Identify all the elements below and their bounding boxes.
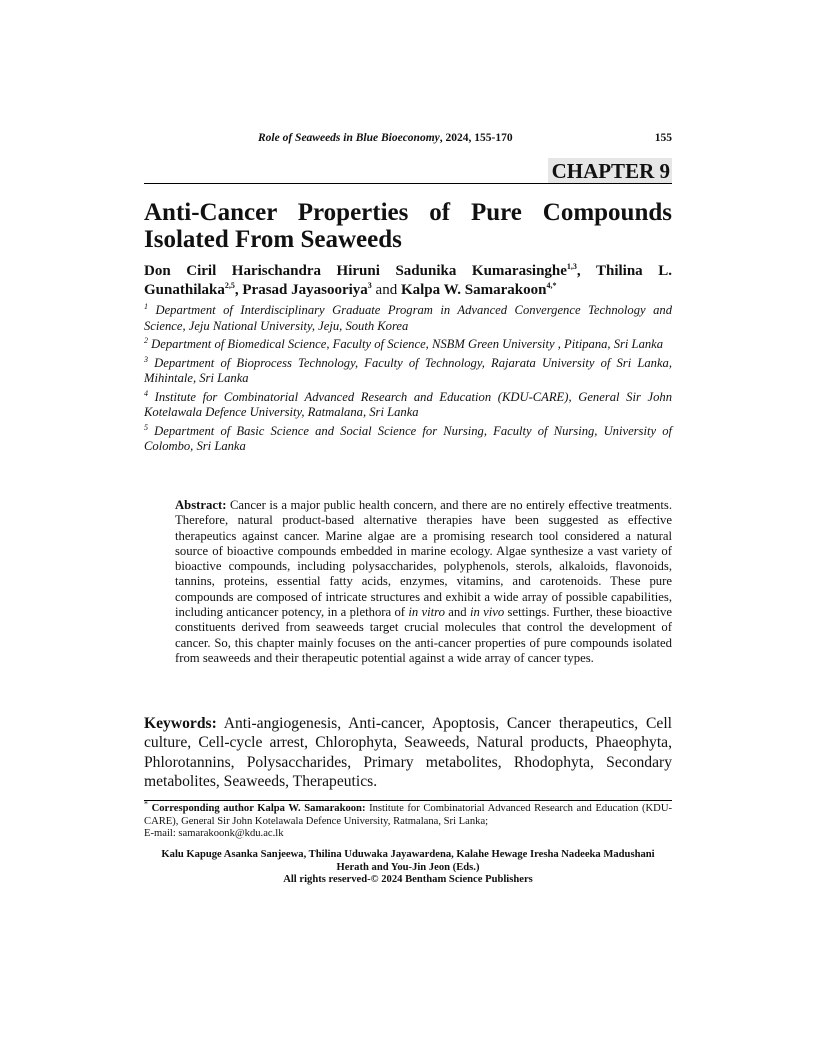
affiliation: $^2$ Department of Biomedical Science, Faculty of Science, NSBM Green University , Pitipana, Sri Lanka: [144, 335, 664, 351]
abstract-label: Abstract:: [175, 498, 227, 512]
affiliation: $^5$ Department of Basic Science and Social Science for Nursing, Faculty of Nursing, University of Colombo, Sri Lanka: [144, 422, 672, 453]
header-citation: [258, 132, 513, 144]
affiliations: [144, 303, 672, 458]
authors-line-2: Gunathilaka$^{2,5}$, Prasad Jayasooriya$^3$ and Kalpa W. Samarakoon$^{4,*}$: [144, 281, 557, 298]
keywords: Keywords: Anti-angiogenesis, Anti-cancer, Apoptosis, Cancer therapeutics, Cell culture, Cell-cycle arrest, Chlorophyta, Seaweeds, Natural products, Phaeophyta, Phlorotannins, Polysaccharides, Primary metabolites, Rhodophyta, Secondary metabolites, Seaweeds, Therapeutics.: [144, 715, 672, 791]
chapter-label: CHAPTER 9: [548, 158, 672, 183]
affiliation: $^3$ Department of Bioprocess Technology, Faculty of Technology, Rajarata University of Sri Lanka, Mihintale, Sri Lanka: [144, 354, 672, 385]
email: E-mail: samarakoonk@kdu.ac.lk: [144, 828, 284, 839]
footnote-rule: [144, 800, 672, 801]
keywords-label: Keywords:: [144, 715, 217, 732]
book-title: Role of Seaweeds in Blue Bioeconomy: [258, 132, 440, 144]
footnote: * Corresponding author Kalpa W. Samarakoon: Institute for Combinatorial Advanced Research and Education (KDU-CARE), General Sir John Kotelawala Defence University, Ratmalana, Sri Lanka; E-mail: samarakoonk@kdu.ac.lk: [144, 799, 672, 839]
chapter-title: [144, 199, 672, 253]
header-rule: [144, 183, 672, 184]
author-list: [144, 262, 672, 300]
year-pages: , 2024, 155-170: [439, 132, 513, 144]
affiliation: $^1$ Department of Interdisciplinary Graduate Program in Advanced Convergence Technology and Science, Jeju National University, Jeju, South Korea: [144, 301, 672, 333]
copyright: All rights reserved-© 2024 Bentham Science Publishers: [283, 874, 533, 885]
abstract: Abstract: Cancer is a major public health concern, and there are no entirely effective treatments. Therefore, natural product-based alternative therapies have been suggested as effective therapeutics against cancer. Marine algae are a promising research tool considered a natural source of bioactive compounds embedded in marine ecology. Algae synthesize a vast variety of bioactive compounds, including polysaccharides, polyphenols, sterols, alkaloids, flavonoids, tannins, proteins, essential fatty acids, enzymes, vitamins, and carotenoids. These pure compounds are composed of intricate structures and exhibit a wide array of possible capabilities, including anticancer potency, in a plethora of in vitro and in vivo settings. Further, these bioactive constituents derived from seaweeds target crucial molecules that control the development of cancer. So, this chapter mainly focuses on the anti-cancer properties of pure compounds isolated from seaweeds and their therapeutic potential against a wide array of cancer types.: [175, 498, 672, 665]
authors-line-1: Don Ciril Harischandra Hiruni Sadunika Kumarasinghe$^{1,3}$, Thilina L.: [144, 262, 672, 279]
title-line-2: Isolated From Seaweeds: [144, 226, 402, 253]
page-number: 155: [654, 132, 672, 144]
title-line-1: Anti-Cancer Properties of Pure Compounds: [144, 199, 672, 226]
affiliation: $^4$ Institute for Combinatorial Advanced Research and Education (KDU-CARE), General Sir John Kotelawala Defence University, Ratmalana, Sri Lanka: [144, 388, 672, 419]
editors-credit: Kalu Kapuge Asanka Sanjeewa, Thilina Uduwaka Jayawardena, Kalahe Hewage Iresha Nadeeka Madushani Herath and You-Jin Jeon (Eds.) All rights reserved-© 2024 Bentham Science Publishers: [144, 849, 672, 887]
